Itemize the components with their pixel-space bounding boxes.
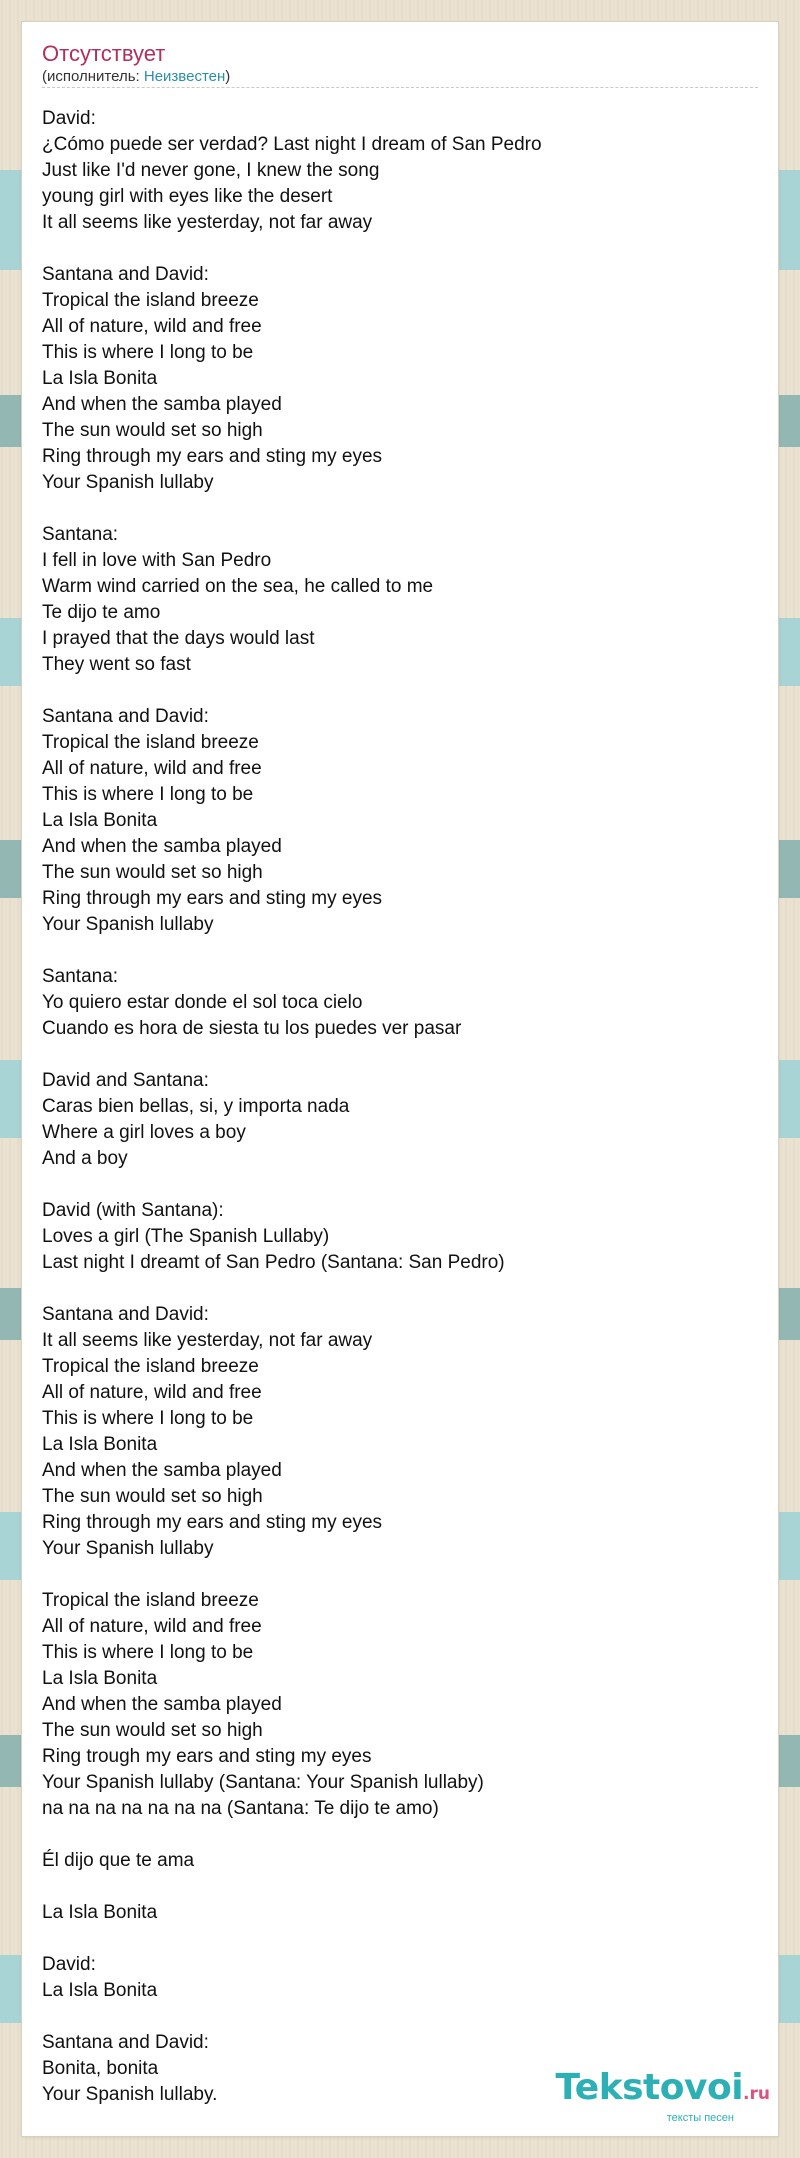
lyrics-line: Ring trough my ears and sting my eyes — [42, 1746, 372, 1767]
lyrics-line: David: — [42, 108, 96, 129]
lyrics-line: And when the samba played — [42, 394, 282, 415]
lyrics-line: Caras bien bellas, si, y importa nada — [42, 1096, 350, 1117]
artist-prefix: (исполнитель: — [42, 68, 144, 85]
logo-wordmark — [555, 2067, 771, 2112]
lyrics-blank-line — [42, 1822, 758, 1848]
lyrics-line: Bonita, bonita — [42, 2058, 159, 2079]
lyrics-line: David: — [42, 1954, 96, 1975]
lyrics-line: I fell in love with San Pedro — [42, 550, 272, 571]
lyrics-line: young girl with eyes like the desert — [42, 186, 333, 207]
lyrics-line: Te dijo te amo — [42, 602, 161, 623]
song-title: Отсутствует — [42, 41, 166, 66]
lyrics-line: Your Spanish lullaby — [42, 1538, 214, 1559]
lyrics-line: Where a girl loves a boy — [42, 1122, 246, 1143]
lyrics-line: And a boy — [42, 1148, 128, 1169]
lyrics-line: Loves a girl (The Spanish Lullaby) — [42, 1226, 330, 1247]
lyrics-line: This is where I long to be — [42, 342, 254, 363]
lyrics-line: All of nature, wild and free — [42, 1616, 262, 1637]
lyrics-line: La Isla Bonita — [42, 810, 158, 831]
lyrics-line: Tropical the island breeze — [42, 1590, 259, 1611]
lyrics-line: Santana: — [42, 524, 119, 545]
lyrics-line: La Isla Bonita — [42, 1434, 158, 1455]
lyrics-blank-line — [42, 1874, 758, 1900]
lyrics-line: La Isla Bonita — [42, 1980, 158, 2001]
lyrics-line: Warm wind carried on the sea, he called to me — [42, 576, 434, 597]
lyrics-blank-line — [42, 496, 758, 522]
lyrics-line: All of nature, wild and free — [42, 758, 262, 779]
lyrics-page — [22, 22, 778, 2136]
lyrics-line: The sun would set so high — [42, 420, 263, 441]
lyrics-line: And when the samba played — [42, 836, 282, 857]
lyrics-line: This is where I long to be — [42, 1408, 254, 1429]
artist-line — [42, 68, 758, 85]
lyrics-line: Ring through my ears and sting my eyes — [42, 446, 383, 467]
lyrics-line: La Isla Bonita — [42, 368, 158, 389]
lyrics-line: La Isla Bonita — [42, 1902, 158, 1923]
lyrics-line: Tropical the island breeze — [42, 1356, 259, 1377]
lyrics-blank-line — [42, 236, 758, 262]
lyrics-line: David and Santana: — [42, 1070, 209, 1091]
lyrics-line: It all seems like yesterday, not far away — [42, 1330, 373, 1351]
lyrics-line: All of nature, wild and free — [42, 1382, 262, 1403]
lyrics-blank-line — [42, 1926, 758, 1952]
artist-suffix: ) — [225, 68, 231, 85]
logo-tld: .ru — [743, 2084, 770, 2104]
lyrics-line: Santana and David: — [42, 2032, 209, 2053]
artist-link[interactable]: Неизвестен — [143, 68, 226, 85]
song-header — [42, 40, 758, 88]
lyrics-line: All of nature, wild and free — [42, 316, 262, 337]
lyrics-line: And when the samba played — [42, 1694, 282, 1715]
lyrics-line: ¿Cómo puede ser verdad? Last night I dream of San Pedro — [42, 134, 542, 155]
lyrics-line: I prayed that the days would last — [42, 628, 315, 649]
lyrics-line: This is where I long to be — [42, 1642, 254, 1663]
lyrics-line: Your Spanish lullaby (Santana: Your Spanish lullaby) — [42, 1772, 484, 1793]
lyrics-line: Santana and David: — [42, 706, 209, 727]
lyrics-line: It all seems like yesterday, not far away — [42, 212, 373, 233]
lyrics-blank-line — [42, 678, 758, 704]
lyrics-line: The sun would set so high — [42, 862, 263, 883]
lyrics-line: na na na na na na na (Santana: Te dijo te amo) — [42, 1798, 439, 1819]
lyrics-blank-line — [42, 1276, 758, 1302]
lyrics-line: Just like I'd never gone, I knew the song — [42, 160, 380, 181]
lyrics-line: The sun would set so high — [42, 1720, 263, 1741]
lyrics-blank-line — [42, 2004, 758, 2030]
lyrics-blank-line — [42, 938, 758, 964]
lyrics-line: And when the samba played — [42, 1460, 282, 1481]
lyrics-line: David (with Santana): — [42, 1200, 224, 1221]
lyrics-line: Last night I dreamt of San Pedro (Santana: San Pedro) — [42, 1252, 505, 1273]
lyrics-line: Tropical the island breeze — [42, 290, 259, 311]
lyrics-line: Your Spanish lullaby — [42, 472, 214, 493]
lyrics-line: The sun would set so high — [42, 1486, 263, 1507]
site-logo[interactable] — [555, 2067, 771, 2124]
lyrics-line: Santana and David: — [42, 264, 209, 285]
lyrics-line: Yo quiero estar donde el sol toca cielo — [42, 992, 363, 1013]
lyrics-body — [42, 106, 758, 2108]
lyrics-line: Cuando es hora de siesta tu los puedes ver pasar — [42, 1018, 462, 1039]
lyrics-line: Santana and David: — [42, 1304, 209, 1325]
lyrics-line: Ring through my ears and sting my eyes — [42, 888, 383, 909]
lyrics-line: Ring through my ears and sting my eyes — [42, 1512, 383, 1533]
lyrics-blank-line — [42, 1562, 758, 1588]
lyrics-line: Santana: — [42, 966, 119, 987]
lyrics-line: Tropical the island breeze — [42, 732, 259, 753]
lyrics-blank-line — [42, 1172, 758, 1198]
logo-tagline: тексты песен — [666, 2112, 734, 2124]
lyrics-line: La Isla Bonita — [42, 1668, 158, 1689]
lyrics-line: This is where I long to be — [42, 784, 254, 805]
lyrics-line: Your Spanish lullaby — [42, 914, 214, 935]
lyrics-line: Your Spanish lullaby. — [42, 2084, 218, 2105]
lyrics-blank-line — [42, 1042, 758, 1068]
logo-name: Tekstovoi — [555, 2067, 744, 2108]
lyrics-line: They went so fast — [42, 654, 191, 675]
lyrics-line: Él dijo que te ama — [42, 1850, 195, 1871]
